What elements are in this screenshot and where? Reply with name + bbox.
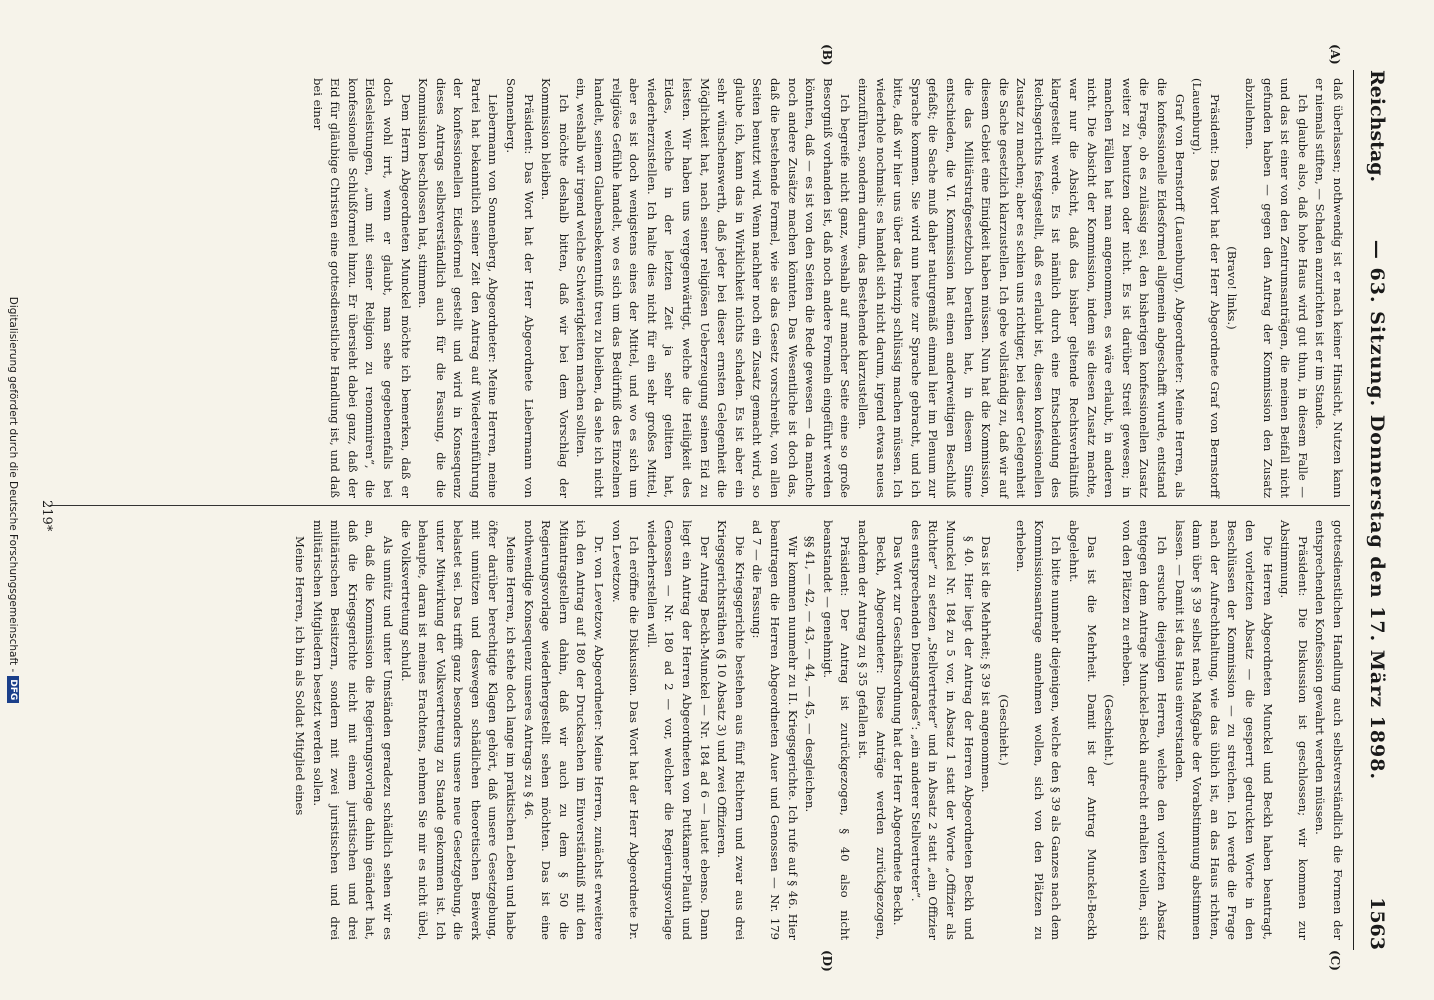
margin-marker-c: (C) (1328, 950, 1342, 971)
header-title: Reichstag. (1366, 70, 1388, 183)
paragraph: daß überlassen; nothwendig ist er nach keiner Hinsicht, Nutzen kann er niemals stiften, — Schaden anzurichten ist er im Stande. (1313, 78, 1345, 498)
paragraph: Dem Herrn Abgeordneten Munckel möchte ich bemerken, daß er doch wohl irrt, wenn er glaubt, man sehe gegebenenfalls bei Eidesleistungen, „um mit seiner Religion zu renommiren“, die konfessionelle Schlußformel hinzu. Er übersieht dabei ganz, daß der Eid für gläubige Christen eine gottesdienstliche Handlung ist, und daß bei einer (310, 78, 413, 498)
margin-marker-d: (D) (820, 950, 834, 972)
paragraph: Graf von Bernstorff (Lauenburg), Abgeordneter: Meine Herren, als die konfessionelle Eidesformel allgemein abgeschafft wurde, entstand die Frage, ob es zulässig sei, den bisherigen konfessionellen Zusatz weiter zu benutzen oder nicht. Es ist darüber Streit gewesen; in manchen Fällen hat man angenommen, es wäre erlaubt, in anderen nicht. Die Absicht der Kommission, indem sie diesen Zusatz machte, war nur die Absicht, daß das bisher geltende Rechtsverhältniß klargestellt werde. Es ist nämlich durch eine Entscheidung des Reichsgerichts festgestellt, daß es erlaubt ist, diesen konfessionellen Zusatz zu machen; aber es schien uns richtiger, bei dieser Gelegenheit die Sache gesetzlich klarzustellen. Ich gebe vollständig zu, daß wir auf diesem Gebiet eine Einigkeit haben müssen. Nun hat die Kommission, die das Militärstrafgesetzbuch berathen hat, in diesem Sinne entschieden, die VI. Kommission hat einen anderweitigen Beschluß gefaßt; die Sache muß daher naturgemäß einmal hier im Plenum zur Sprache kommen. Sie wird nun heute zur Sprache gebracht, und ich bitte, daß wir hier uns über das Prinzip schlüssig machen müssen. Ich wiederhole nochmals: es handelt sich nicht darum, irgend etwas neues einzuführen, sondern darum, das Bestehende klarzustellen. (855, 78, 1187, 498)
digitization-footer (4, 0, 22, 1000)
margin-marker-a: (A) (1328, 44, 1342, 65)
paragraph: § 40. Hier liegt der Antrag der Herren Abgeordneten Beckh und Munckel Nr. 184 zu 5 vor, in Absatz 1 statt der Worte „Offizier als Richter“ zu setzen „Stellvertreter“ und in Absatz 2 statt „ein Offizier des entsprechenden Dienstgrades“: „ein anderer Stellvertreter“. (908, 520, 976, 940)
paragraph: Liebermann von Sonnenberg, Abgeordneter: Meine Herren, meine Partei hat bekanntlich seiner Zeit den Antrag auf Wiedereinführung der konfessionellen Eidesformel gestellt und wird in Konsequenz dieses Antrags selbstverständlich auch für die Fassung, die die Kommission beschlossen hat, stimmen. (416, 78, 501, 498)
paragraph: Das ist die Mehrheit; § 39 ist angenommen. (979, 536, 994, 793)
paragraph: Der Antrag Beckh-Munckel — Nr. 184 ad 6 — lautet ebenso. Dann liegt ein Antrag der Herren Abgeordneten von Puttkamer-Plauth und Genossen — Nr. 180 ad 2 — vor, welcher die Regierungsvorlage wiederherstellen will. (644, 520, 712, 940)
signature-mark: 219* (39, 500, 54, 532)
paragraph: Präsident: Der Antrag ist zurückgezogen, § 40 also nicht beanstandet — genehmigt. (820, 520, 853, 940)
paragraph: Die Kriegsgerichte bestehen aus fünf Richtern und zwar aus drei Kriegsgerichtsräthen (§ 10 Absatz 3) und zwei Offizieren. (715, 520, 747, 940)
margin-marker-b: (B) (820, 44, 834, 66)
paragraph: Präsident: Das Wort hat der Herr Abgeordnete Graf von Bernstorff (Lauenburg). (1190, 78, 1222, 498)
paragraph: gottesdienstlichen Handlung auch selbstverständlich die Formen der entsprechenden Konfession gewahrt werden müssen. (1313, 520, 1345, 940)
paragraph: Ich bitte nunmehr diejenigen, welche den § 39 als Ganzes nach dem Kommissionsantrage annehmen wollen, sich von den Plätzen zu erheben. (1014, 520, 1064, 940)
paragraph: Als unnütz und unter Umständen geradezu schädlich sehen wir es an, daß die Kommission die Regierungsvorlage dahin geändert hat, daß die Kriegsgerichte nicht mit einem juristischen und drei militärischen Beisitzern, sondern mit zwei juristischen und drei militärischen Mitgliedern besetzt werden sollen. (310, 520, 395, 940)
paragraph: Präsident: Das Wort hat der Herr Abgeordnete Liebermann von Sonnenberg. (504, 78, 536, 498)
paragraph: Ich möchte deshalb bitten, daß wir bei dem Vorschlag der Kommission bleiben. (539, 78, 571, 498)
right-column (290, 520, 1346, 940)
paragraph: Ich begreife nicht ganz, weshalb auf mancher Seite eine so große Besorgniß vorhanden ist, daß noch andere Formeln eingeführt werden könnten, daß — es ist von den Seiten die Rede gewesen — da manche noch andere Zusätze machen könnten. Das Wesentliche ist doch das, daß die bestehende Formel, wie sie das Gesetz vorschreibt, von allen Seiten benutzt wird. Wenn nachher noch ein Zusatz gemacht wird, so glaube ich, kann das in Wirklichkeit nichts schaden. Es ist aber ein sehr wünschenswerth, daß jeder bei dieser ernsten Gelegenheit die Möglichkeit hat, nach seiner religiösen Ueberzeugung seinen Eid zu leisten. Wir haben uns vergegenwärtigt, welche die Heiligkeit des Eides, welche in der letzten Zeit ja sehr gelitten hat, wiederherzustellen. Ich halte dies nicht für ein sehr großes Mittel, aber es ist doch wenigstens eines der Mittel, und wo es sich um religiöse Gefühle handelt, wo es sich um das Bedürfniß des Einzelnen handelt, seinem Glaubensbekenntniß treu zu bleiben, da sehe ich nicht ein, weshalb wir irgend welche Schwierigkeiten machen sollten. (574, 78, 853, 498)
page-number: 1563 (1366, 897, 1388, 950)
footer-text: Digitalisierung gefördert durch die Deutsche Forschungsgemeinschaft - (7, 296, 19, 673)
paragraph: Ich ersuche diejenigen Herren, welche den vorletzten Absatz entgegen dem Antrage Munckel-Beckh aufrecht erhalten wollen, sich von den Plätzen zu erheben. (1119, 520, 1170, 940)
paragraph: Die Herren Abgeordneten Munckel und Beckh haben beantragt, den vorletzten Absatz — die gesperrt gedruckten Worte in den Beschlüssen der Kommission — zu streichen. Ich werde die Frage nach der Aufrechthaltung, wie das üblich ist, an das Haus richten, dann über § 39 selbst nach Maßgabe der Vorabstimmung abstimmen lassen. — Damit ist das Haus einverstanden. (1172, 520, 1275, 940)
page-header (1362, 70, 1388, 950)
paragraph: Ich glaube also, daß hohe Haus wird gut thun, in diesem Falle — und das ist einer von den Zentrumsanträgen, die meinen Beifall nicht gefunden haben — gegen den Antrag der Kommission den Zusatz abzulehnen. (1243, 78, 1310, 498)
paragraph: Das ist die Mehrheit. Damit ist der Antrag Munckel-Beckh abgelehnt. (1067, 520, 1099, 940)
dfg-logo: DFG (7, 676, 19, 703)
paragraph: Wir kommen nunmehr zu II. Kriegsgerichte. Ich rufe auf § 46. Hier beantragen die Herren Abgeordneten Auer und Genossen — Nr. 179 ad 7 — die Fassung: (750, 520, 800, 940)
paragraph: Meine Herren, ich bin als Soldat Mitglied eines (292, 536, 307, 816)
header-session: — 63. Sitzung. Donnerstag den 17. März 1898. (1366, 239, 1388, 781)
paragraph: §§ 41, — 42, — 43, — 44, — 45, — desgleichen. (803, 536, 818, 813)
left-column (308, 78, 1346, 498)
paragraph: Meine Herren, ich stehe doch lange im praktischen Leben und habe öfter darüber berechtigte Klagen gehört, daß unsere Gesetzgebung, mit unnützen und deswegen schädlichen theoretischen Beiwerk belastet sei. Das trifft ganz besonders unsere neue Gesetzgebung, die unter Mitwirkung der Volksvertretung zu Stande gekommen ist. Ich behaupte, daran ist meines Erachtens, nehmen Sie mir es nicht übel, die Volksvertretung schuld. (398, 520, 519, 940)
paragraph: Beckh, Abgeordneter: Diese Anträge werden zurückgezogen, nachdem der Antrag zu § 35 gefallen ist. (855, 520, 888, 940)
paragraph: Ich eröffne die Diskussion. Das Wort hat der Herr Abgeordnete Dr. von Levetzow. (609, 520, 642, 940)
header-rule (1353, 70, 1354, 950)
interjection: (Geschieht.) (1102, 694, 1117, 766)
column-divider (50, 505, 1350, 506)
interjection: (Bravo! links.) (1225, 246, 1240, 330)
paragraph: Präsident: Die Diskussion ist geschlossen; wir kommen zur Abstimmung. (1278, 520, 1310, 940)
interjection: (Geschieht.) (996, 694, 1011, 766)
paragraph: Dr. von Levetzow, Abgeordneter: Meine Herren, zunächst erweitere ich den Antrag auf 180 der Drucksachen im Einverständniß mit den Mitantragstellern dahin, daß wir auch zu dem § 50 die Regierungsvorlage wiederhergestellt sehen möchten. Das ist eine nothwendige Konsequenz unseres Antrags zu § 46. (521, 520, 607, 940)
paragraph: Das Wort zur Geschäftsordnung hat der Herr Abgeordnete Beckh. (891, 536, 906, 926)
